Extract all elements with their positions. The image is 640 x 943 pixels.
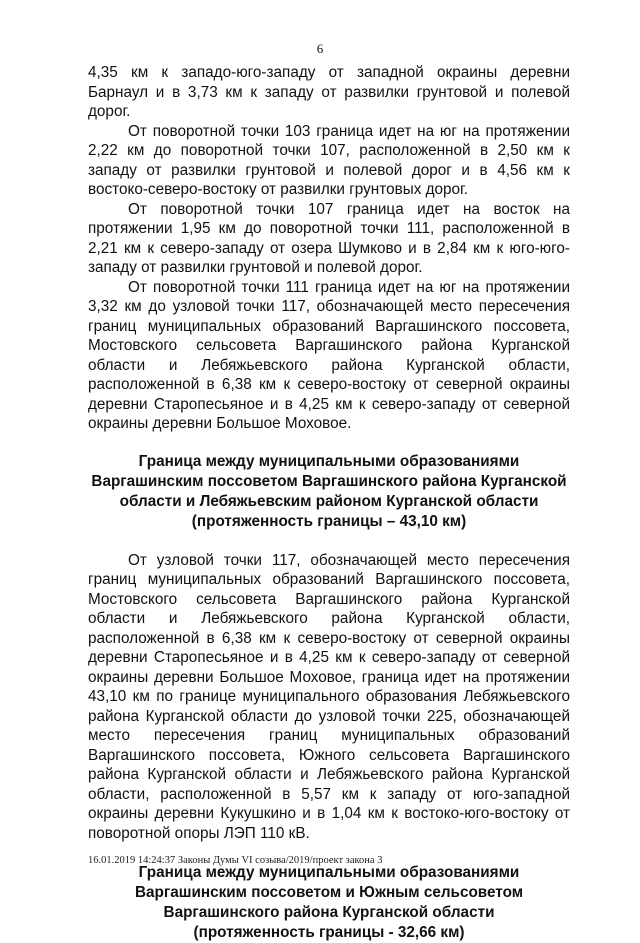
paragraph-point-103: От поворотной точки 103 граница идет на юг на протяжении 2,22 км до поворотной точки 107, расположенной в 2,50 км к западу от развилки грунтовой и полевой дорог и в 4,56 км к востоко-северо-востоку от развилки грунтовых дорог. xyxy=(88,122,570,198)
paragraph-point-117: От узловой точки 117, обозначающей место пересечения границ муниципальных образований Варгашинского поссовета, Мостовского сельсовета Варгашинского района Курганской области и Лебяжьевского района Курганской области, расположенной в 6,38 км к северо-востоку от северной окраины деревни Старопесьяное и в 4,25 км к северо-западу от северной окраины деревни Большое Моховое, граница идет на протяжении 43,10 км по границе муниципального образования Лебяжьевского района Курганской области до узловой точки 225, обозначающей место пересечения границ муниципальных образований Варгашинского поссовета, Южного сельсовета Варгашинского района Курганской области и Лебяжьевского района Курганской области, расположенной в 5,57 км к западу от юго-западной окраины деревни Кукушкино и в 1,04 км к востоко-юго-востоку от поворотной опоры ЛЭП 110 кВ. xyxy=(88,551,570,842)
paragraph-point-111: От поворотной точки 111 граница идет на юг на протяжении 3,32 км до узловой точки 117, обозначающей место пересечения границ муниципальных образований Варгашинского поссовета, Мостовского сельсовета Варгашинского района Курганской области и Лебяжьевского района Курганской области, расположенной в 6,38 км к северо-востоку от северной окраины деревни Старопесьяное и в 4,25 км к северо-западу от северной окраины деревни Большое Моховое. xyxy=(88,278,570,432)
footer-path: 16.01.2019 14:24:37 Законы Думы VI созыва/2019/проект закона 3 xyxy=(88,855,383,866)
heading-line: Граница между муниципальными образованиями xyxy=(138,452,520,470)
paragraph-point-107: От поворотной точки 107 граница идет на восток на протяжении 1,95 км до поворотной точки 111, расположенной в 2,21 км к северо-западу от озера Шумково и в 2,84 км к юго-юго-западу от развилки грунтовой и полевой дорог. xyxy=(88,200,570,276)
section-heading-yuzhny xyxy=(88,863,570,943)
paragraph-continuation: 4,35 км к западо-юго-западу от западной окраины деревни Барнаул и в 3,73 км к западу от развилки грунтовой и полевой дорог. xyxy=(88,64,570,120)
document-body xyxy=(88,63,570,943)
heading-line: области и Лебяжьевским районом Курганской области xyxy=(119,492,539,510)
heading-line: Варгашинским поссоветом и Южным сельсоветом xyxy=(134,884,524,901)
heading-line: Варгашинского района Курганской области xyxy=(163,904,495,921)
section-heading-lebyazhye xyxy=(88,452,570,532)
heading-line: Граница между муниципальными образованиями xyxy=(138,864,520,881)
heading-line: Варгашинским поссоветом Варгашинского района Курганской xyxy=(91,472,567,490)
heading-line: (протяженность границы – 43,10 км) xyxy=(191,512,467,530)
heading-line: (протяженность границы - 32,66 км) xyxy=(193,924,465,941)
page-number: 6 xyxy=(316,41,324,56)
